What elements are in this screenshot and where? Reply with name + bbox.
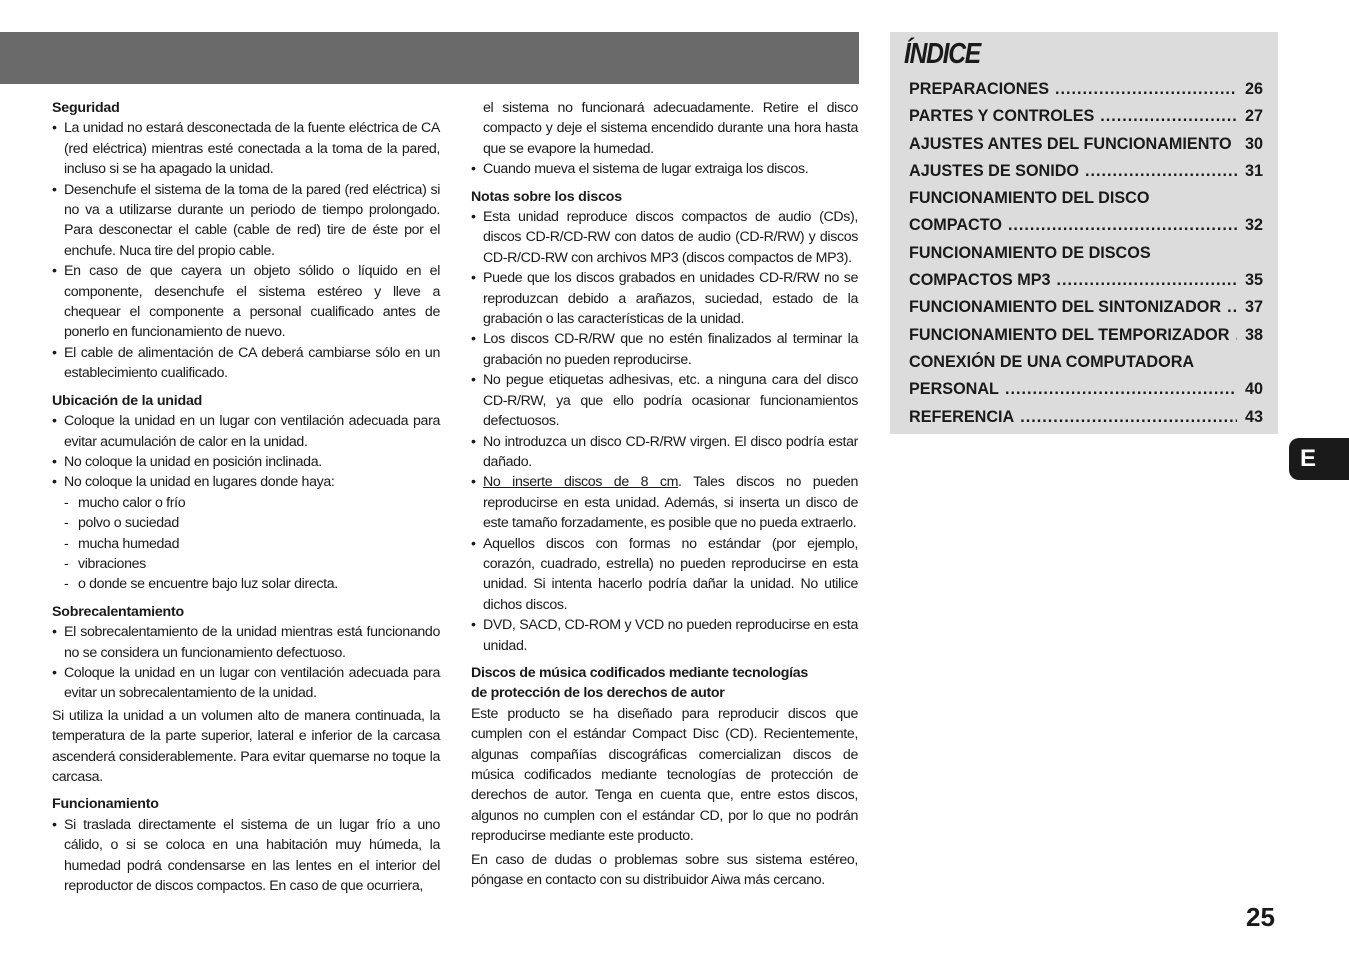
toc-entry-title: AJUSTES DE SONIDO xyxy=(909,161,1080,180)
list-item: • Desenchufe el sistema de la toma de la pared (red eléctrica) si no va a utilizarse durante un periodo de tiempo prolongado. Para desconectar el cable (cable de red) tire de éste por el enchufe. Nuca tire del propio cable. xyxy=(52,181,440,259)
list-item: • No coloque la unidad en lugares donde haya: xyxy=(52,474,335,491)
list-item: • No pegue etiquetas adhesivas, etc. a ninguna cara del disco CD-R/RW, ya que ello podría ocasionar funcionamientos defectuosos. xyxy=(471,372,858,430)
toc-entry xyxy=(909,271,1263,298)
toc-entry xyxy=(909,353,1263,380)
page-number: 25 xyxy=(1246,902,1275,932)
toc-leader-dots xyxy=(1057,271,1237,290)
index-box xyxy=(890,32,1278,434)
toc-leader-dots xyxy=(1235,326,1237,345)
list-item: • No inserte discos de 8 cm. Tales discos no pueden reproducirse en esta unidad. Además, si inserta un disco de este tamaño forzadamente, es posible que no pueda extraerlo. xyxy=(471,474,858,532)
toc-entry-title: FUNCIONAMIENTO DEL TEMPORIZADOR xyxy=(909,325,1230,344)
left-column xyxy=(52,98,440,896)
paragraph: Si utiliza la unidad a un volumen alto de manera continuada, la temperatura de la parte superior, lateral e inferior de la carcasa ascenderá considerablemente. Para evitar quemarse no toque la carcasa. xyxy=(52,707,440,785)
dash-item: - o donde se encuentre bajo luz solar directa. xyxy=(64,576,338,593)
toc-entry xyxy=(909,408,1263,435)
toc-entry-page: 43 xyxy=(1244,407,1263,426)
index-title: ÍNDICE xyxy=(904,38,980,70)
list-item: • No coloque la unidad en posición inclinada. xyxy=(52,453,322,470)
paragraph: En caso de dudas o problemas sobre sus sistema estéreo, póngase en contacto con su distribuidor Aiwa más cercano. xyxy=(471,851,858,889)
underlined-warning: No inserte discos de 8 cm xyxy=(483,474,679,491)
dash-item: - mucho calor o frío xyxy=(64,494,186,511)
toc-leader-dots xyxy=(1085,162,1237,181)
toc-entry-page: 26 xyxy=(1244,80,1263,98)
section-heading-seguridad: Seguridad xyxy=(52,100,120,116)
header-bar xyxy=(0,32,859,84)
toc-entry xyxy=(909,380,1263,407)
section-heading-funcionamiento: Funcionamiento xyxy=(52,796,159,813)
paragraph: Este producto se ha diseñado para reproducir discos que cumplen con el estándar Compact Disc (CD). Recientemente, algunas compañías discográficas comercializan discos de música codificados mediante tecnologías de protección de derechos de autor. Tenga en cuenta que, entre estos discos, algunos no cumplen con el estándar CD, por lo que no podrán reproducirse mediante este producto. xyxy=(471,705,858,845)
toc-leader-dots xyxy=(1005,380,1237,399)
toc-entry-page: 37 xyxy=(1244,298,1263,317)
dash-item: - polvo o suciedad xyxy=(64,515,179,532)
section-heading-discos-musica: Discos de música codificados mediante tecnologías de protección de los derechos de autor xyxy=(471,664,808,702)
toc-leader-dots xyxy=(1055,80,1237,99)
toc-entry-title: FUNCIONAMIENTO DEL DISCO xyxy=(909,189,1150,208)
toc-entry-page: 31 xyxy=(1244,161,1263,180)
toc-leader-dots xyxy=(1100,107,1237,126)
toc-entry xyxy=(909,244,1263,271)
toc-leader-dots xyxy=(1020,408,1237,427)
list-item: • No introduzca un disco CD-R/RW virgen. El disco podría estar dañado. xyxy=(471,433,858,470)
toc-entry-title: REFERENCIA xyxy=(909,407,1015,426)
list-item: • En caso de que cayera un objeto sólido o líquido en el componente, desenchufe el sistema estéreo y lleve a chequear el componente a personal cualificado antes de ponerlo en funcionamiento de nuevo. xyxy=(52,263,440,341)
toc-leader-dots xyxy=(1227,298,1237,317)
list-item: • Coloque la unidad en un lugar con ventilación adecuada para evitar acumulación de calor en la unidad. xyxy=(52,413,440,450)
toc-entry-title: CONEXIÓN DE UNA COMPUTADORA xyxy=(909,352,1195,371)
dash-item: - mucha humedad xyxy=(64,535,180,552)
toc-entry-page: 35 xyxy=(1244,271,1263,290)
toc-entry-title: AJUSTES ANTES DEL FUNCIONAMIENTO xyxy=(909,134,1232,153)
list-item: • El cable de alimentación de CA deberá cambiarse sólo en un establecimiento cualificado. xyxy=(52,344,440,382)
right-column xyxy=(471,98,858,890)
list-item: • Puede que los discos grabados en unidades CD-R/RW no se reproduzcan debido a arañazos, suciedad, estado de la grabación o las características de la unidad. xyxy=(471,270,858,328)
toc-entry-title: FUNCIONAMIENTO DEL SINTONIZADOR xyxy=(909,298,1222,317)
toc-entry-title: FUNCIONAMIENTO DE DISCOS xyxy=(909,243,1151,262)
list-item: • Coloque la unidad en un lugar con ventilación adecuada para evitar un sobrecalentamiento de la unidad. xyxy=(52,664,440,702)
toc-leader-dots xyxy=(1008,216,1237,235)
toc-entry xyxy=(909,80,1263,107)
toc-entry xyxy=(909,216,1263,243)
list-item: • Si traslada directamente el sistema de un lugar frío a uno cálido, o si se coloca en una habitación muy húmeda, la humedad podrá condensarse en las lentes en el interior del reproductor de discos compactos. En caso de que ocurriera, xyxy=(52,816,440,895)
list-item: • Esta unidad reproduce discos compactos de audio (CDs), discos CD-R/CD-RW con datos de audio (CD-R/RW) y discos CD-R/CD-RW con archivos MP3 (discos compactos de MP3). xyxy=(471,209,858,266)
list-item: • Los discos CD-R/RW que no estén finalizados al terminar la grabación no pueden reproducirse. xyxy=(471,331,858,368)
toc-entry-page: 30 xyxy=(1244,134,1263,153)
toc-entry-title: COMPACTO xyxy=(909,216,1002,235)
list-item: • Cuando mueva el sistema de lugar extraiga los discos. xyxy=(471,161,809,178)
toc-entry xyxy=(909,135,1263,162)
toc-entry-page: 40 xyxy=(1244,380,1263,399)
toc-entry xyxy=(909,298,1263,325)
list-item: • Aquellos discos con formas no estándar (por ejemplo, corazón, cuadrado, estrella) no pueden reproducirse en esta unidad. Si intenta hacerlo podría dañar la unidad. No utilice dichos discos. xyxy=(471,535,858,613)
toc-entry-title: COMPACTOS MP3 xyxy=(909,271,1051,290)
toc-entry-page: 27 xyxy=(1244,107,1263,126)
section-heading-ubicacion: Ubicación de la unidad xyxy=(52,392,203,409)
toc-entry-title: PREPARACIONES xyxy=(909,80,1050,98)
toc-entry xyxy=(909,326,1263,353)
list-item: • La unidad no estará desconectada de la fuente eléctrica de CA (red eléctrica) mientras esté conectada a la toma de la pared, incluso si se ha apagado la unidad. xyxy=(52,120,440,178)
toc-entry xyxy=(909,162,1263,189)
paragraph: el sistema no funcionará adecuadamente. Retire el disco compacto y deje el sistema encendido durante una hora hasta que se evapore la humedad. xyxy=(483,100,858,157)
toc-entry-title: PERSONAL xyxy=(909,380,999,399)
toc-entry-page: 38 xyxy=(1244,325,1263,344)
table-of-contents xyxy=(909,80,1263,435)
toc-entry xyxy=(909,107,1263,134)
toc-entry-title: PARTES Y CONTROLES xyxy=(909,107,1095,126)
list-item: • El sobrecalentamiento de la unidad mientras está funcionando no se considera un funcionamiento defectuoso. xyxy=(52,624,440,661)
dash-item: - vibraciones xyxy=(64,555,146,572)
section-heading-notas: Notas sobre los discos xyxy=(471,188,622,205)
language-tab: E xyxy=(1289,438,1349,480)
section-heading-sobrecalentamiento: Sobrecalentamiento xyxy=(52,603,185,620)
toc-entry xyxy=(909,189,1263,216)
toc-entry-page: 32 xyxy=(1244,216,1263,235)
list-item: • DVD, SACD, CD-ROM y VCD no pueden reproducirse en esta unidad. xyxy=(471,617,858,654)
